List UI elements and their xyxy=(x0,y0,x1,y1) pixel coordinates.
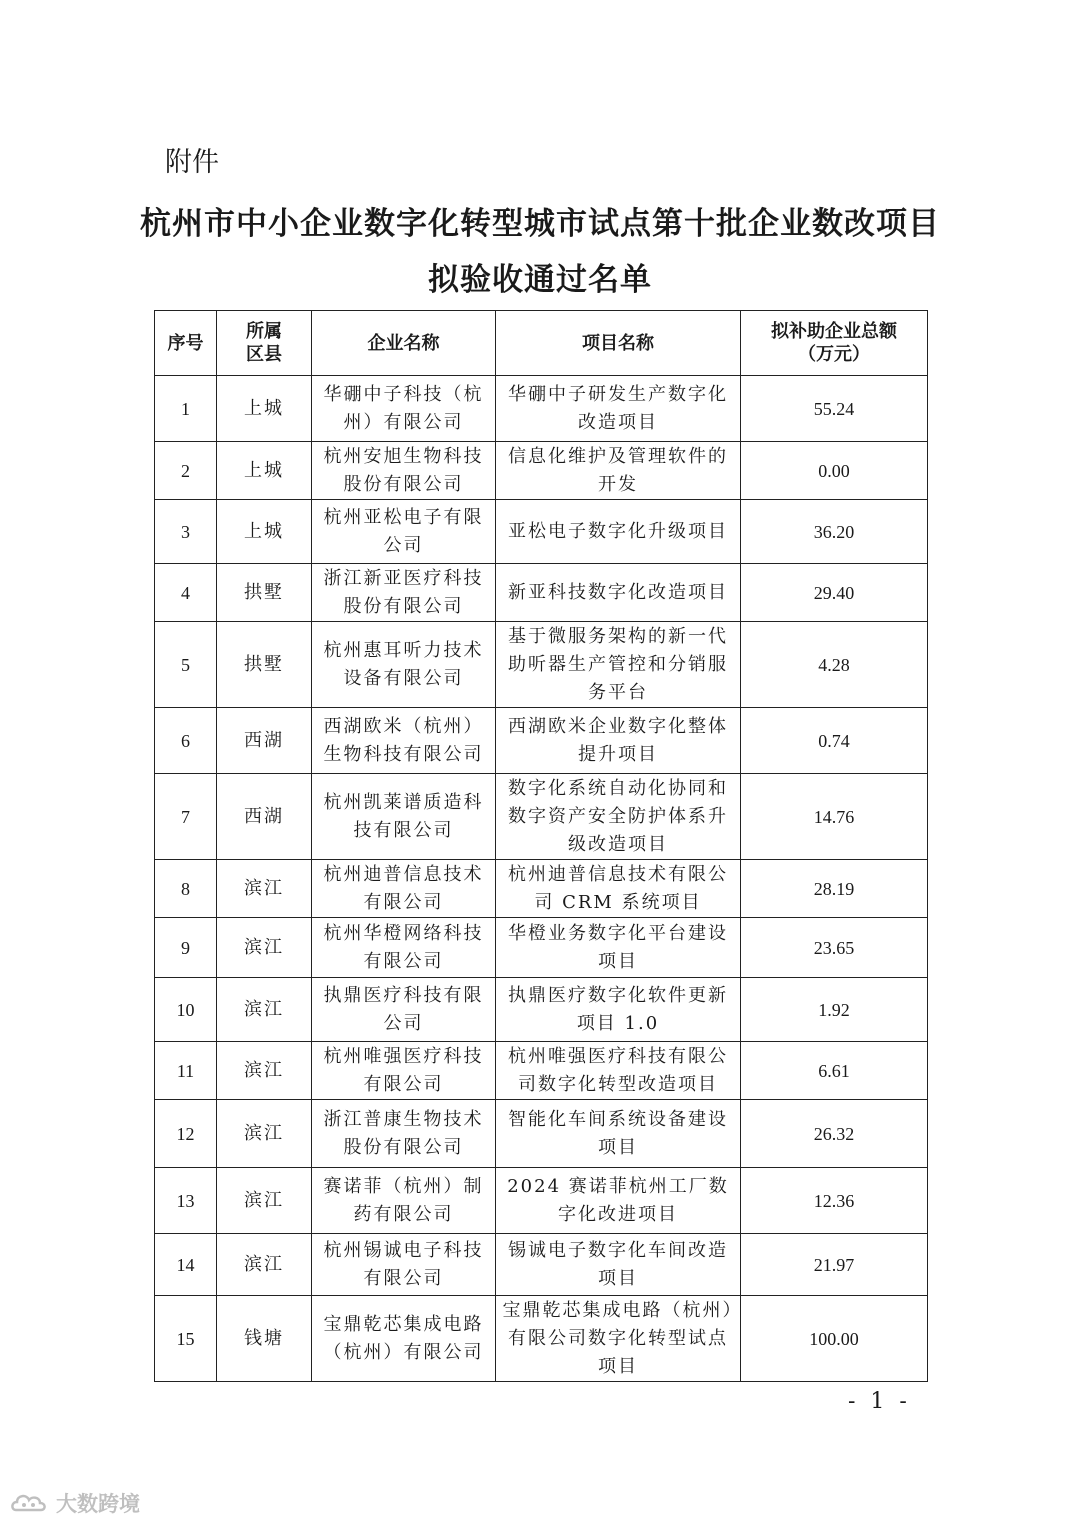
cell-district: 上城 xyxy=(217,442,312,500)
table-row xyxy=(155,774,928,860)
cell-district: 滨江 xyxy=(217,1042,312,1100)
cell-subsidy: 1.92 xyxy=(741,978,928,1042)
table-row xyxy=(155,1100,928,1168)
page-number: - 1 - xyxy=(848,1389,911,1414)
cell-no: 7 xyxy=(155,774,217,860)
cell-subsidy: 21.97 xyxy=(741,1234,928,1296)
cell-project: 智能化车间系统设备建设项目 xyxy=(496,1100,741,1168)
table-row xyxy=(155,708,928,774)
document-subtitle: 拟验收通过名单 xyxy=(428,262,652,298)
table-row xyxy=(155,1042,928,1100)
cell-company: 杭州华橙网络科技有限公司 xyxy=(312,918,496,978)
cell-company: 西湖欧米（杭州）生物科技有限公司 xyxy=(312,708,496,774)
cell-district: 滨江 xyxy=(217,860,312,918)
cell-subsidy: 12.36 xyxy=(741,1168,928,1234)
cloud-logo-icon xyxy=(10,1490,50,1516)
header-district xyxy=(217,311,312,376)
cell-no: 12 xyxy=(155,1100,217,1168)
cell-district: 拱墅 xyxy=(217,622,312,708)
table-row xyxy=(155,1168,928,1234)
cell-no: 15 xyxy=(155,1296,217,1382)
cell-district: 上城 xyxy=(217,500,312,564)
header-company: 企业名称 xyxy=(312,311,496,376)
cell-no: 6 xyxy=(155,708,217,774)
cell-subsidy: 26.32 xyxy=(741,1100,928,1168)
watermark xyxy=(10,1488,140,1518)
cell-company: 杭州亚松电子有限公司 xyxy=(312,500,496,564)
table-header-row xyxy=(155,311,928,376)
cell-no: 9 xyxy=(155,918,217,978)
table-row xyxy=(155,918,928,978)
header-no: 序号 xyxy=(155,311,217,376)
cell-district: 滨江 xyxy=(217,918,312,978)
cell-project: 华橙业务数字化平台建设项目 xyxy=(496,918,741,978)
cell-project: 杭州唯强医疗科技有限公司数字化转型改造项目 xyxy=(496,1042,741,1100)
table-row xyxy=(155,442,928,500)
cell-subsidy: 4.28 xyxy=(741,622,928,708)
cell-project: 新亚科技数字化改造项目 xyxy=(496,564,741,622)
cell-project: 亚松电子数字化升级项目 xyxy=(496,500,741,564)
approval-list-table xyxy=(154,310,928,1382)
table-row xyxy=(155,500,928,564)
cell-district: 滨江 xyxy=(217,1168,312,1234)
cell-district: 钱塘 xyxy=(217,1296,312,1382)
cell-company: 杭州锡诚电子科技有限公司 xyxy=(312,1234,496,1296)
cell-subsidy: 6.61 xyxy=(741,1042,928,1100)
cell-project: 宝鼎乾芯集成电路（杭州）有限公司数字化转型试点项目 xyxy=(496,1296,741,1382)
cell-subsidy: 100.00 xyxy=(741,1296,928,1382)
cell-no: 5 xyxy=(155,622,217,708)
cell-project: 西湖欧米企业数字化整体提升项目 xyxy=(496,708,741,774)
cell-subsidy: 0.00 xyxy=(741,442,928,500)
cell-company: 宝鼎乾芯集成电路（杭州）有限公司 xyxy=(312,1296,496,1382)
cell-subsidy: 0.74 xyxy=(741,708,928,774)
table-row xyxy=(155,376,928,442)
cell-company: 浙江普康生物技术股份有限公司 xyxy=(312,1100,496,1168)
cell-district: 滨江 xyxy=(217,978,312,1042)
cell-district: 滨江 xyxy=(217,1234,312,1296)
cell-no: 2 xyxy=(155,442,217,500)
cell-subsidy: 28.19 xyxy=(741,860,928,918)
cell-company: 杭州惠耳听力技术设备有限公司 xyxy=(312,622,496,708)
cell-project: 执鼎医疗数字化软件更新项目 1.0 xyxy=(496,978,741,1042)
cell-no: 4 xyxy=(155,564,217,622)
cell-district: 上城 xyxy=(217,376,312,442)
cell-company: 执鼎医疗科技有限公司 xyxy=(312,978,496,1042)
cell-subsidy: 29.40 xyxy=(741,564,928,622)
cell-no: 14 xyxy=(155,1234,217,1296)
cell-company: 华硼中子科技（杭州）有限公司 xyxy=(312,376,496,442)
cell-subsidy: 55.24 xyxy=(741,376,928,442)
table-row xyxy=(155,622,928,708)
table-row xyxy=(155,1296,928,1382)
watermark-text: 大数跨境 xyxy=(56,1492,140,1516)
cell-no: 8 xyxy=(155,860,217,918)
header-project: 项目名称 xyxy=(496,311,741,376)
cell-company: 浙江新亚医疗科技股份有限公司 xyxy=(312,564,496,622)
table-row xyxy=(155,1234,928,1296)
document-title: 杭州市中小企业数字化转型城市试点第十批企业数改项目 xyxy=(140,206,940,242)
table-row xyxy=(155,978,928,1042)
cell-project: 华硼中子研发生产数字化改造项目 xyxy=(496,376,741,442)
cell-project: 2024 赛诺菲杭州工厂数字化改进项目 xyxy=(496,1168,741,1234)
cell-no: 13 xyxy=(155,1168,217,1234)
cell-project: 信息化维护及管理软件的开发 xyxy=(496,442,741,500)
cell-project: 基于微服务架构的新一代助听器生产管控和分销服务平台 xyxy=(496,622,741,708)
cell-district: 拱墅 xyxy=(217,564,312,622)
cell-company: 杭州安旭生物科技股份有限公司 xyxy=(312,442,496,500)
cell-district: 滨江 xyxy=(217,1100,312,1168)
cell-company: 赛诺菲（杭州）制药有限公司 xyxy=(312,1168,496,1234)
attachment-label: 附件 xyxy=(165,147,219,178)
cell-project: 数字化系统自动化协同和数字资产安全防护体系升级改造项目 xyxy=(496,774,741,860)
table-row xyxy=(155,860,928,918)
cell-district: 西湖 xyxy=(217,708,312,774)
cell-subsidy: 36.20 xyxy=(741,500,928,564)
cell-project: 杭州迪普信息技术有限公司 CRM 系统项目 xyxy=(496,860,741,918)
cell-no: 11 xyxy=(155,1042,217,1100)
cell-district: 西湖 xyxy=(217,774,312,860)
table-row xyxy=(155,564,928,622)
cell-project: 锡诚电子数字化车间改造项目 xyxy=(496,1234,741,1296)
table-body xyxy=(155,376,928,1382)
cell-no: 1 xyxy=(155,376,217,442)
cell-no: 10 xyxy=(155,978,217,1042)
header-subsidy-label: 拟补助企业总额（万元） xyxy=(771,321,897,365)
header-subsidy xyxy=(741,311,928,376)
header-district-label: 所属区县 xyxy=(246,321,282,365)
cell-company: 杭州迪普信息技术有限公司 xyxy=(312,860,496,918)
cell-company: 杭州凯莱谱质造科技有限公司 xyxy=(312,774,496,860)
cell-no: 3 xyxy=(155,500,217,564)
cell-subsidy: 23.65 xyxy=(741,918,928,978)
cell-subsidy: 14.76 xyxy=(741,774,928,860)
cell-company: 杭州唯强医疗科技有限公司 xyxy=(312,1042,496,1100)
